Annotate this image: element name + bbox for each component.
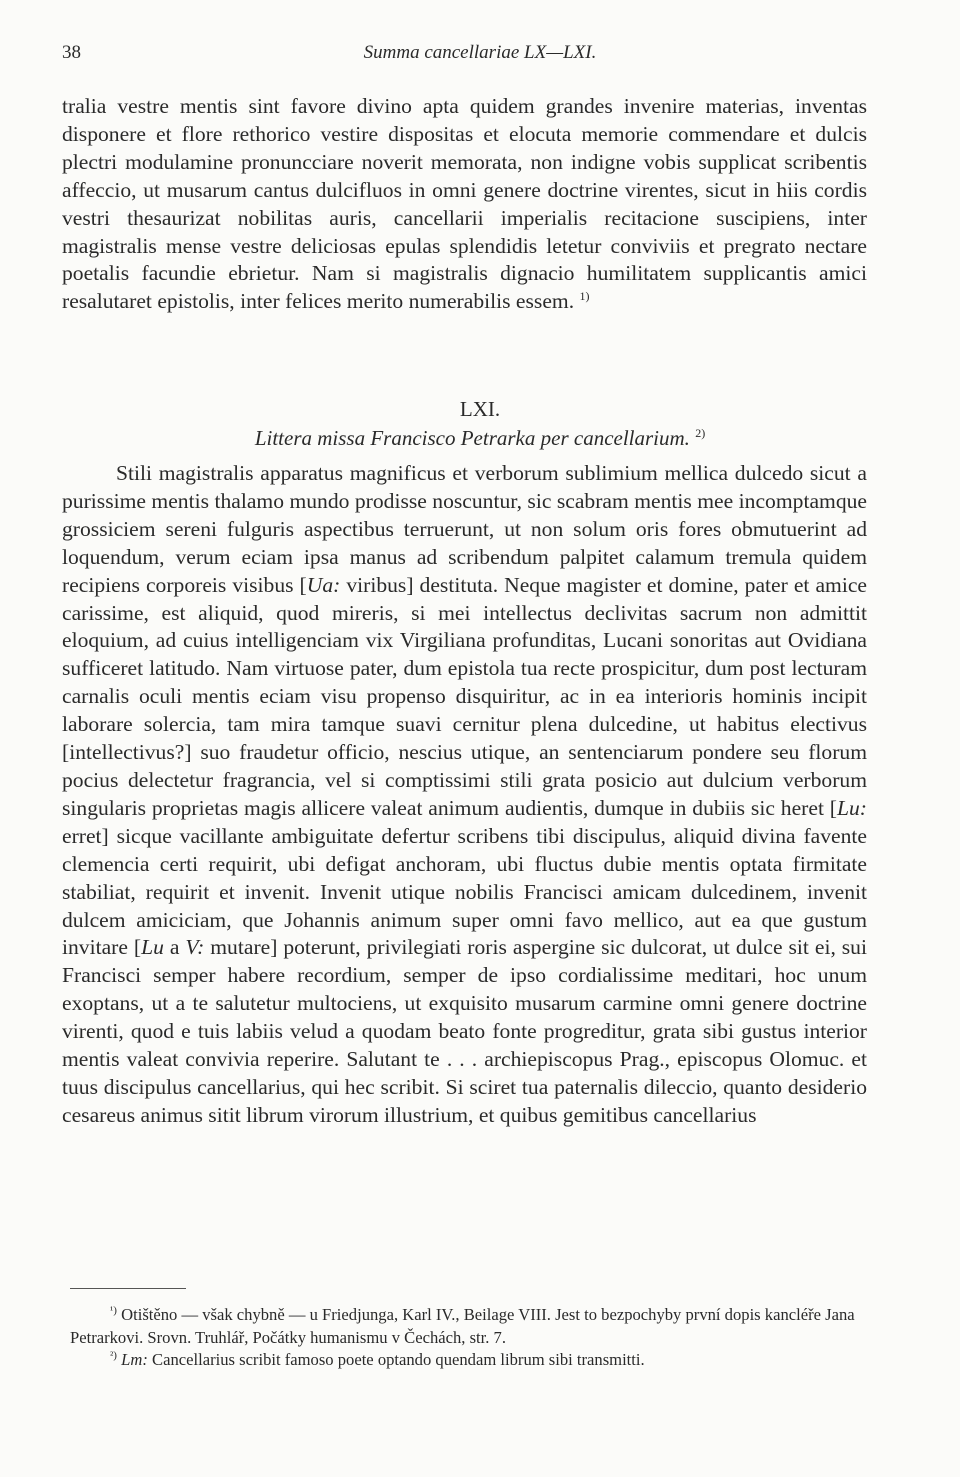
body-text-5: mutare] poterunt, privilegiati roris aspergine sic dulcorat, ut dulce sit ei, sui Francisci semper habere recordium, semper de ipso cordialissime meditari, hoc unum exoptans, ut a te salutetur multociens, ut exquisito musarum carmine omni genere doctrine virenti, quod e tuis labiis velud a quodam beato fonte progreditur, grata sibi gustus interior mentis valeat convivia reperire. Salutant te . . . archiepiscopus Prag., episcopus Olomuc. et tuus discipulus cancellarius, qui hec scribit. Si sciret tua paternalis dileccio, quanto desiderio cesareus animus sitit librum virorum illustrium, et quibus gemitibus cancellarius xyxy=(62,935,867,1127)
letter-title xyxy=(0,426,960,451)
manuscript-siglum: V: xyxy=(185,935,205,960)
letter-lx-ending-paragraph xyxy=(62,93,867,316)
letter-number: LXI. xyxy=(459,397,501,421)
footnotes xyxy=(70,1304,865,1372)
footnote-2 xyxy=(70,1349,865,1372)
page-header xyxy=(62,42,898,72)
page-number: 38 xyxy=(62,42,81,63)
footnote-ref-1: 1) xyxy=(579,289,590,304)
body-text-2: viribus] destituta. Neque magister et domine, pater et amice carissime, est aliquid, quod mireris, si mei intellectus declivitas sacrum non admittit eloquium, ad cuius intelligenciam vix Virgiliana profunditas, Lucani sonoritas aut Ovidiana sufficeret latitudo. Nam virtuose pater, dum epistola tua recte prospicitur, dum post lecturam carnalis oculi mentis eciam visu propenso disquiritur, ac in ea interioris hominis incipit laborare solercia, tam mira tamque suavi cernitur plena dulcedine, ut habitus electivus [intellectivus?] suo fraudetur officio, nescius utique, an sentenciarum pondere seu florum pocius delectetur fragrancia, vel si comptissimi stili grata posicio aut dulcium verborum singularis proprietas magis allicere valeat animum audientis, dumque in dubiis sic heret [ xyxy=(62,572,867,820)
manuscript-siglum: Ua: xyxy=(306,572,341,597)
running-title: Summa cancellariae LX—LXI. xyxy=(363,42,597,63)
body-text-4: a xyxy=(163,935,186,960)
footnote-text: Cancellarius scribit famoso poete optando quendam librum sibi transmitti. xyxy=(147,1350,645,1369)
body-text-1: Stili magistralis apparatus magnificus et verborum sublimium mellica dulcedo sicut a purissime mentis thalamo mundo prodisse noscuntur, sic scabram mentis mee incomptamque grossiciem sereni fulguris aspectibus terruerunt, ut non solum oris fores obmutuerint ad loquendum, verum eciam ipsa manus ad scribendum palpitet calamum tremula quidem recipiens corporeis visibus [ xyxy=(62,461,867,597)
footnote-divider xyxy=(70,1288,186,1289)
footnote-marker: ²) xyxy=(110,1349,117,1362)
footnote-1 xyxy=(70,1304,865,1349)
body-text-3: erret] sicque vacillante ambiguitate defertur scribens tibi discipulus, aliquid divina favente clemencia certi requirit, ubi defigat anchoram, ubi fluctus dubie mentis optata firmitate stabiliat, requirit et invenit. Invenit utique nobilis Francisci amicam dulcedinem, invenit dulcem amiciciam, que Johannis animum super omni favo mellico, aut ea que gustum invitare [ xyxy=(62,823,867,960)
manuscript-siglum: Lu: xyxy=(837,795,867,820)
paragraph-text: tralia vestre mentis sint favore divino apta quidem grandes invenire materias, inventas disponere et flore rethorico vestire dispositas et elocuta memorie commendare et dulcis plectri modulamine pronuncciare noverit memorata, non indigne vobis supplicat scribentis affeccio, ut musarum cantus dulcifluos in omni genere doctrine virentes, sicut in hiis cordis vestri thesaurizat nobilitas auris, cancellarii imperialis recitacione suscipiens, inter magistralis mense vestre deliciosas epulas splendidis letetur conviviis et pregrato nectare poetalis facundie ebrietur. Nam si magistralis dignacio humilitatem supplicantis amici resalutaret epistolis, inter felices merito numerabilis essem. xyxy=(62,94,867,314)
manuscript-siglum: Lu xyxy=(141,935,164,960)
manuscript-siglum: Lm: xyxy=(121,1350,148,1369)
footnote-text: Otištěno — však chybně — u Friedjunga, Karl IV., Beilage VIII. Jest to bezpochyby první dopis kancléře Jana Petrarkovi. Srovn. Truhlář, Počátky humanismu v Čechách, str. 7. xyxy=(70,1305,855,1347)
footnote-marker: ¹) xyxy=(110,1304,117,1317)
letter-title-text: Littera missa Francisco Petrarka per cancellarium. xyxy=(254,426,690,450)
footnote-ref-2: 2) xyxy=(695,426,706,440)
letter-lxi-body xyxy=(62,460,867,1130)
